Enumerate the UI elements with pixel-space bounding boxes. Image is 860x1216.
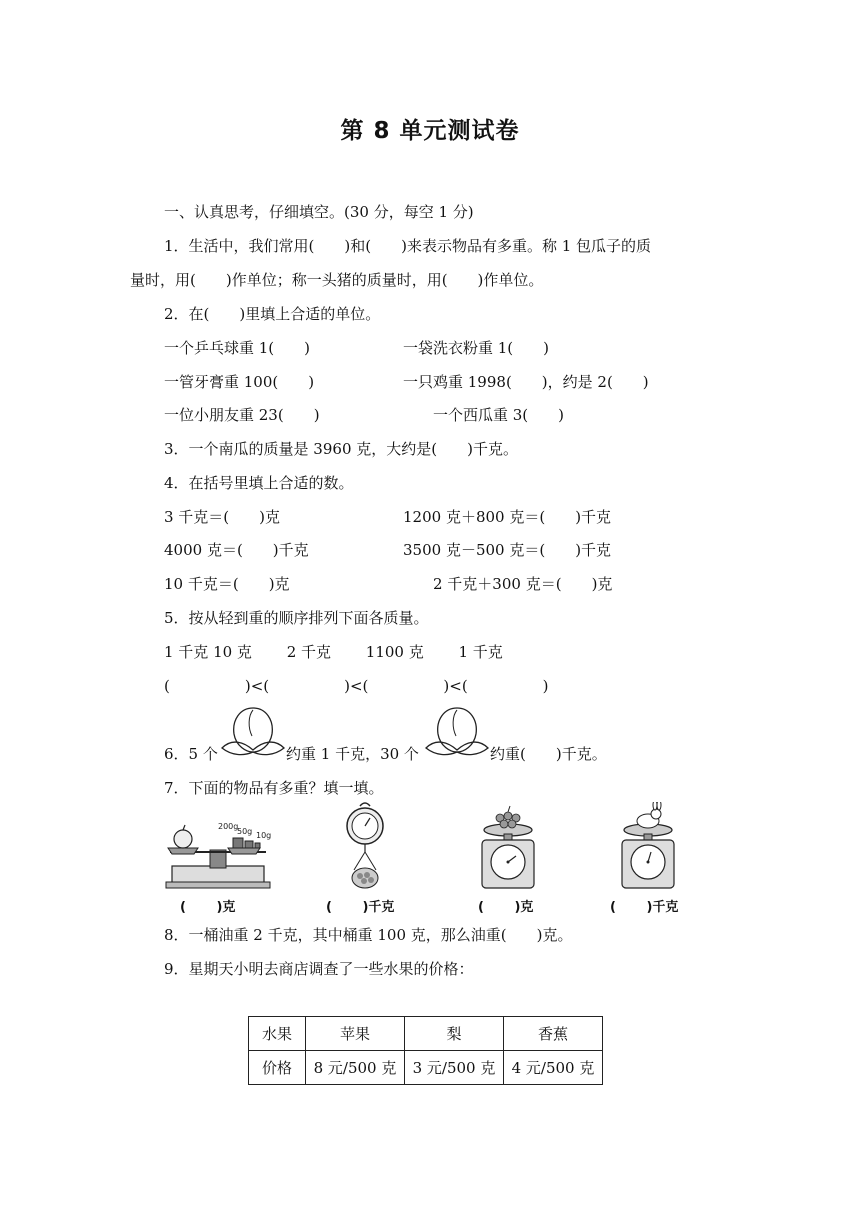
answer-caption: ( )克 [478,900,534,915]
question-3: 3．一个南瓜的质量是 3960 克，大约是( )千克。 [164,440,518,458]
hanging-scale-icon [340,800,390,892]
answer-caption: ( )克 [180,900,236,915]
question-4-item: 10 千克＝( )克 [164,575,290,593]
table-cell: 水果 [249,1017,306,1051]
question-1-line-2: 量时，用( )作单位；称一头猪的质量时，用( )作单位。 [130,271,544,289]
question-4-stem: 4．在括号里填上合适的数。 [164,474,354,492]
table-cell: 香蕉 [504,1017,603,1051]
question-4-item: 2 千克＋300 克＝( )克 [433,575,613,593]
table-cell: 苹果 [306,1017,405,1051]
question-8: 8．一桶油重 2 千克，其中桶重 100 克，那么油重( )克。 [164,926,573,944]
peach-icon [422,702,492,760]
answer-caption: ( )千克 [326,900,395,915]
question-6-part-1: 6．5 个 [164,745,218,763]
question-6-part-3: 约重( )千克。 [490,745,607,763]
question-2-item: 一管牙膏重 100( ) [164,373,315,391]
question-7-stem: 7．下面的物品有多重？填一填。 [164,779,384,797]
table-cell: 8 元/500 克 [306,1051,405,1085]
question-4-item: 3500 克－500 克＝( )千克 [403,541,612,559]
answer-caption: ( )千克 [610,900,679,915]
question-2-item: 一只鸡重 1998( )，约是 2( ) [403,373,649,391]
peach-icon [218,702,288,760]
question-2-item: 一个西瓜重 3( ) [433,406,565,424]
platform-scale-grapes-icon [478,804,538,892]
question-2-item: 一位小朋友重 23( ) [164,406,320,424]
question-1-line-1: 1．生活中，我们常用( )和( )来表示物品有多重。称 1 包瓜子的质 [164,237,652,255]
fruit-price-table [248,1016,603,1085]
question-4-item: 4000 克＝( )千克 [164,541,309,559]
balance-scale-icon [162,814,274,892]
section-heading: 一、认真思考，仔细填空。(30 分，每空 1 分) [164,203,474,221]
table-cell: 价格 [249,1051,306,1085]
question-5-stem: 5．按从轻到重的顺序排列下面各质量。 [164,609,429,627]
question-2-item: 一袋洗衣粉重 1( ) [403,339,550,357]
table-row [249,1051,603,1085]
platform-scale-rabbit-icon [618,802,678,892]
question-5-blanks: ( )<( )<( )<( ) [164,677,549,695]
question-4-item: 1200 克＋800 克＝( )千克 [403,508,612,526]
table-row [249,1017,603,1051]
table-cell: 梨 [405,1017,504,1051]
question-2-item: 一个乒乓球重 1( ) [164,339,311,357]
weight-label: 10g [256,831,272,840]
weight-label: 50g [237,827,253,836]
weight-label: 200g [218,822,239,831]
question-6-part-2: 约重 1 千克，30 个 [286,745,419,763]
question-2-stem: 2．在( )里填上合适的单位。 [164,305,381,323]
question-5-values: 1 千克 10 克 2 千克 1100 克 1 千克 [164,643,503,661]
table-cell: 3 元/500 克 [405,1051,504,1085]
question-9-stem: 9．星期天小明去商店调查了一些水果的价格： [164,960,474,978]
table-cell: 4 元/500 克 [504,1051,603,1085]
question-4-item: 3 千克＝( )克 [164,508,281,526]
page-title: 第 8 单元测试卷 [340,118,520,144]
